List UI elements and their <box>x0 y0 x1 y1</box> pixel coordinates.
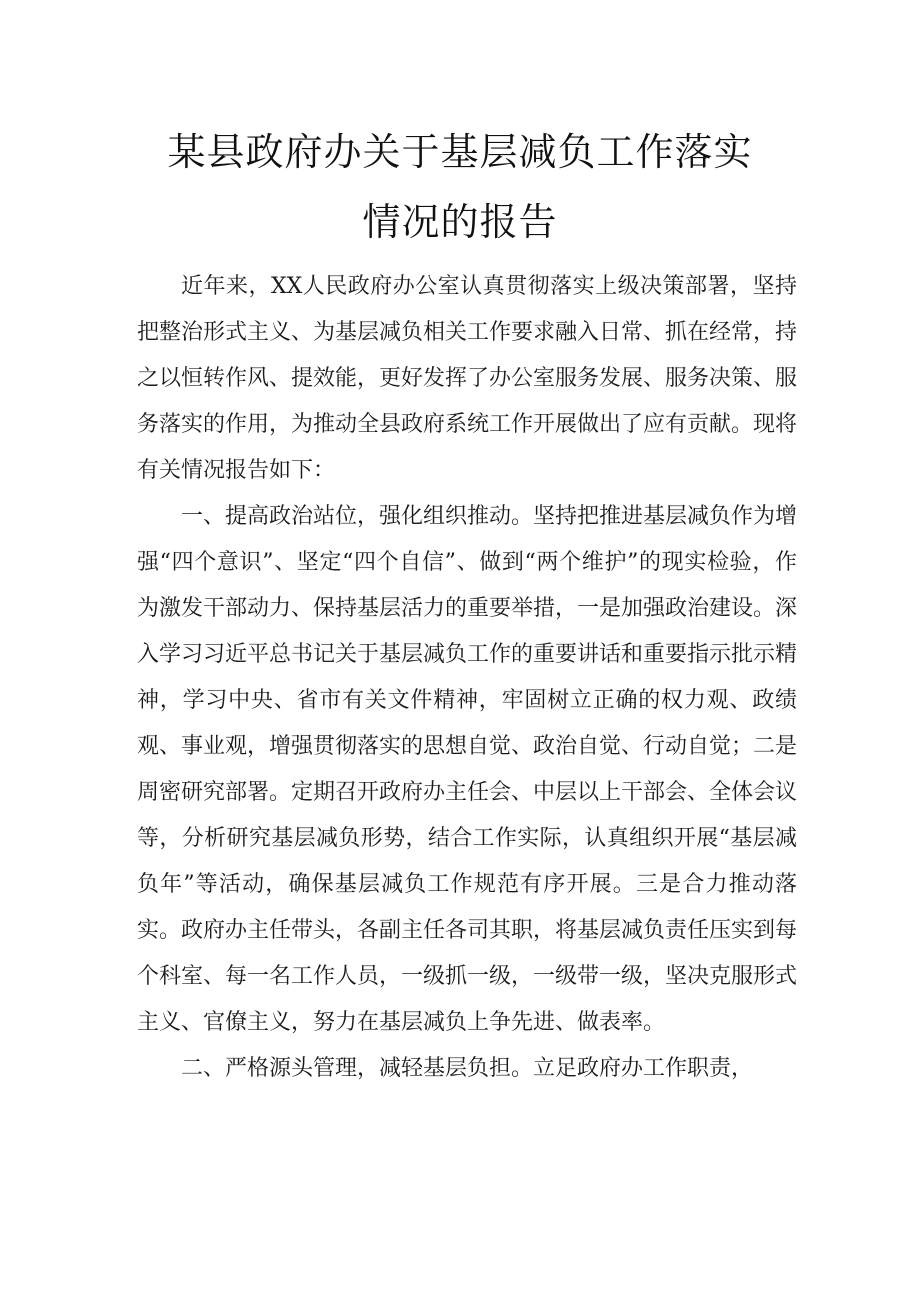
document-title-line-2: 情况的报告 <box>362 200 558 244</box>
document-title-line-1: 某县政府办关于基层减负工作落实 <box>167 130 753 174</box>
paragraph-section-2: 二、严格源头管理，减轻基层负担。立足政府办工作职责， <box>181 1056 754 1081</box>
paragraph-section-1: 一、提高政治站位，强化组织推动。坚持把推进基层减负作为增强“四个意识”、坚定“四个自信”、做到“两个维护”的现实检验，作为激发干部动力、保持基层活力的重要举措，一是加强政治建设。深入学习习近平总书记关于基层减负工作的重要讲话和重要指示批示精神，学习中央、省市有关文件精神，牢固树立正确的权力观、政绩观、事业观，增强贯彻落实的思想自觉、政治自觉、行动自觉；二是周密研究部署。定期召开政府办主任会、中层以上干部会、全体会议等，分析研究基层减负形势，结合工作实际，认真组织开展“基层减负年”等活动，确保基层减负工作规范有序开展。三是合力推动落实。政府办主任带头，各副主任各司其职，将基层减负责任压实到每个科室、每一名工作人员，一级抓一级，一级带一级，坚决克服形式主义、官僚主义，努力在基层减负上争先进、做表率。 <box>137 504 798 1035</box>
paragraph-intro: 近年来，XX人民政府办公室认真贯彻落实上级决策部署，坚持把整治形式主义、为基层减负相关工作要求融入日常、抓在经常，持之以恒转作风、提效能，更好发挥了办公室服务发展、服务决策、服务落实的作用，为推动全县政府系统工作开展做出了应有贡献。现将有关情况报告如下： <box>137 274 798 483</box>
document-body <box>137 264 797 1092</box>
